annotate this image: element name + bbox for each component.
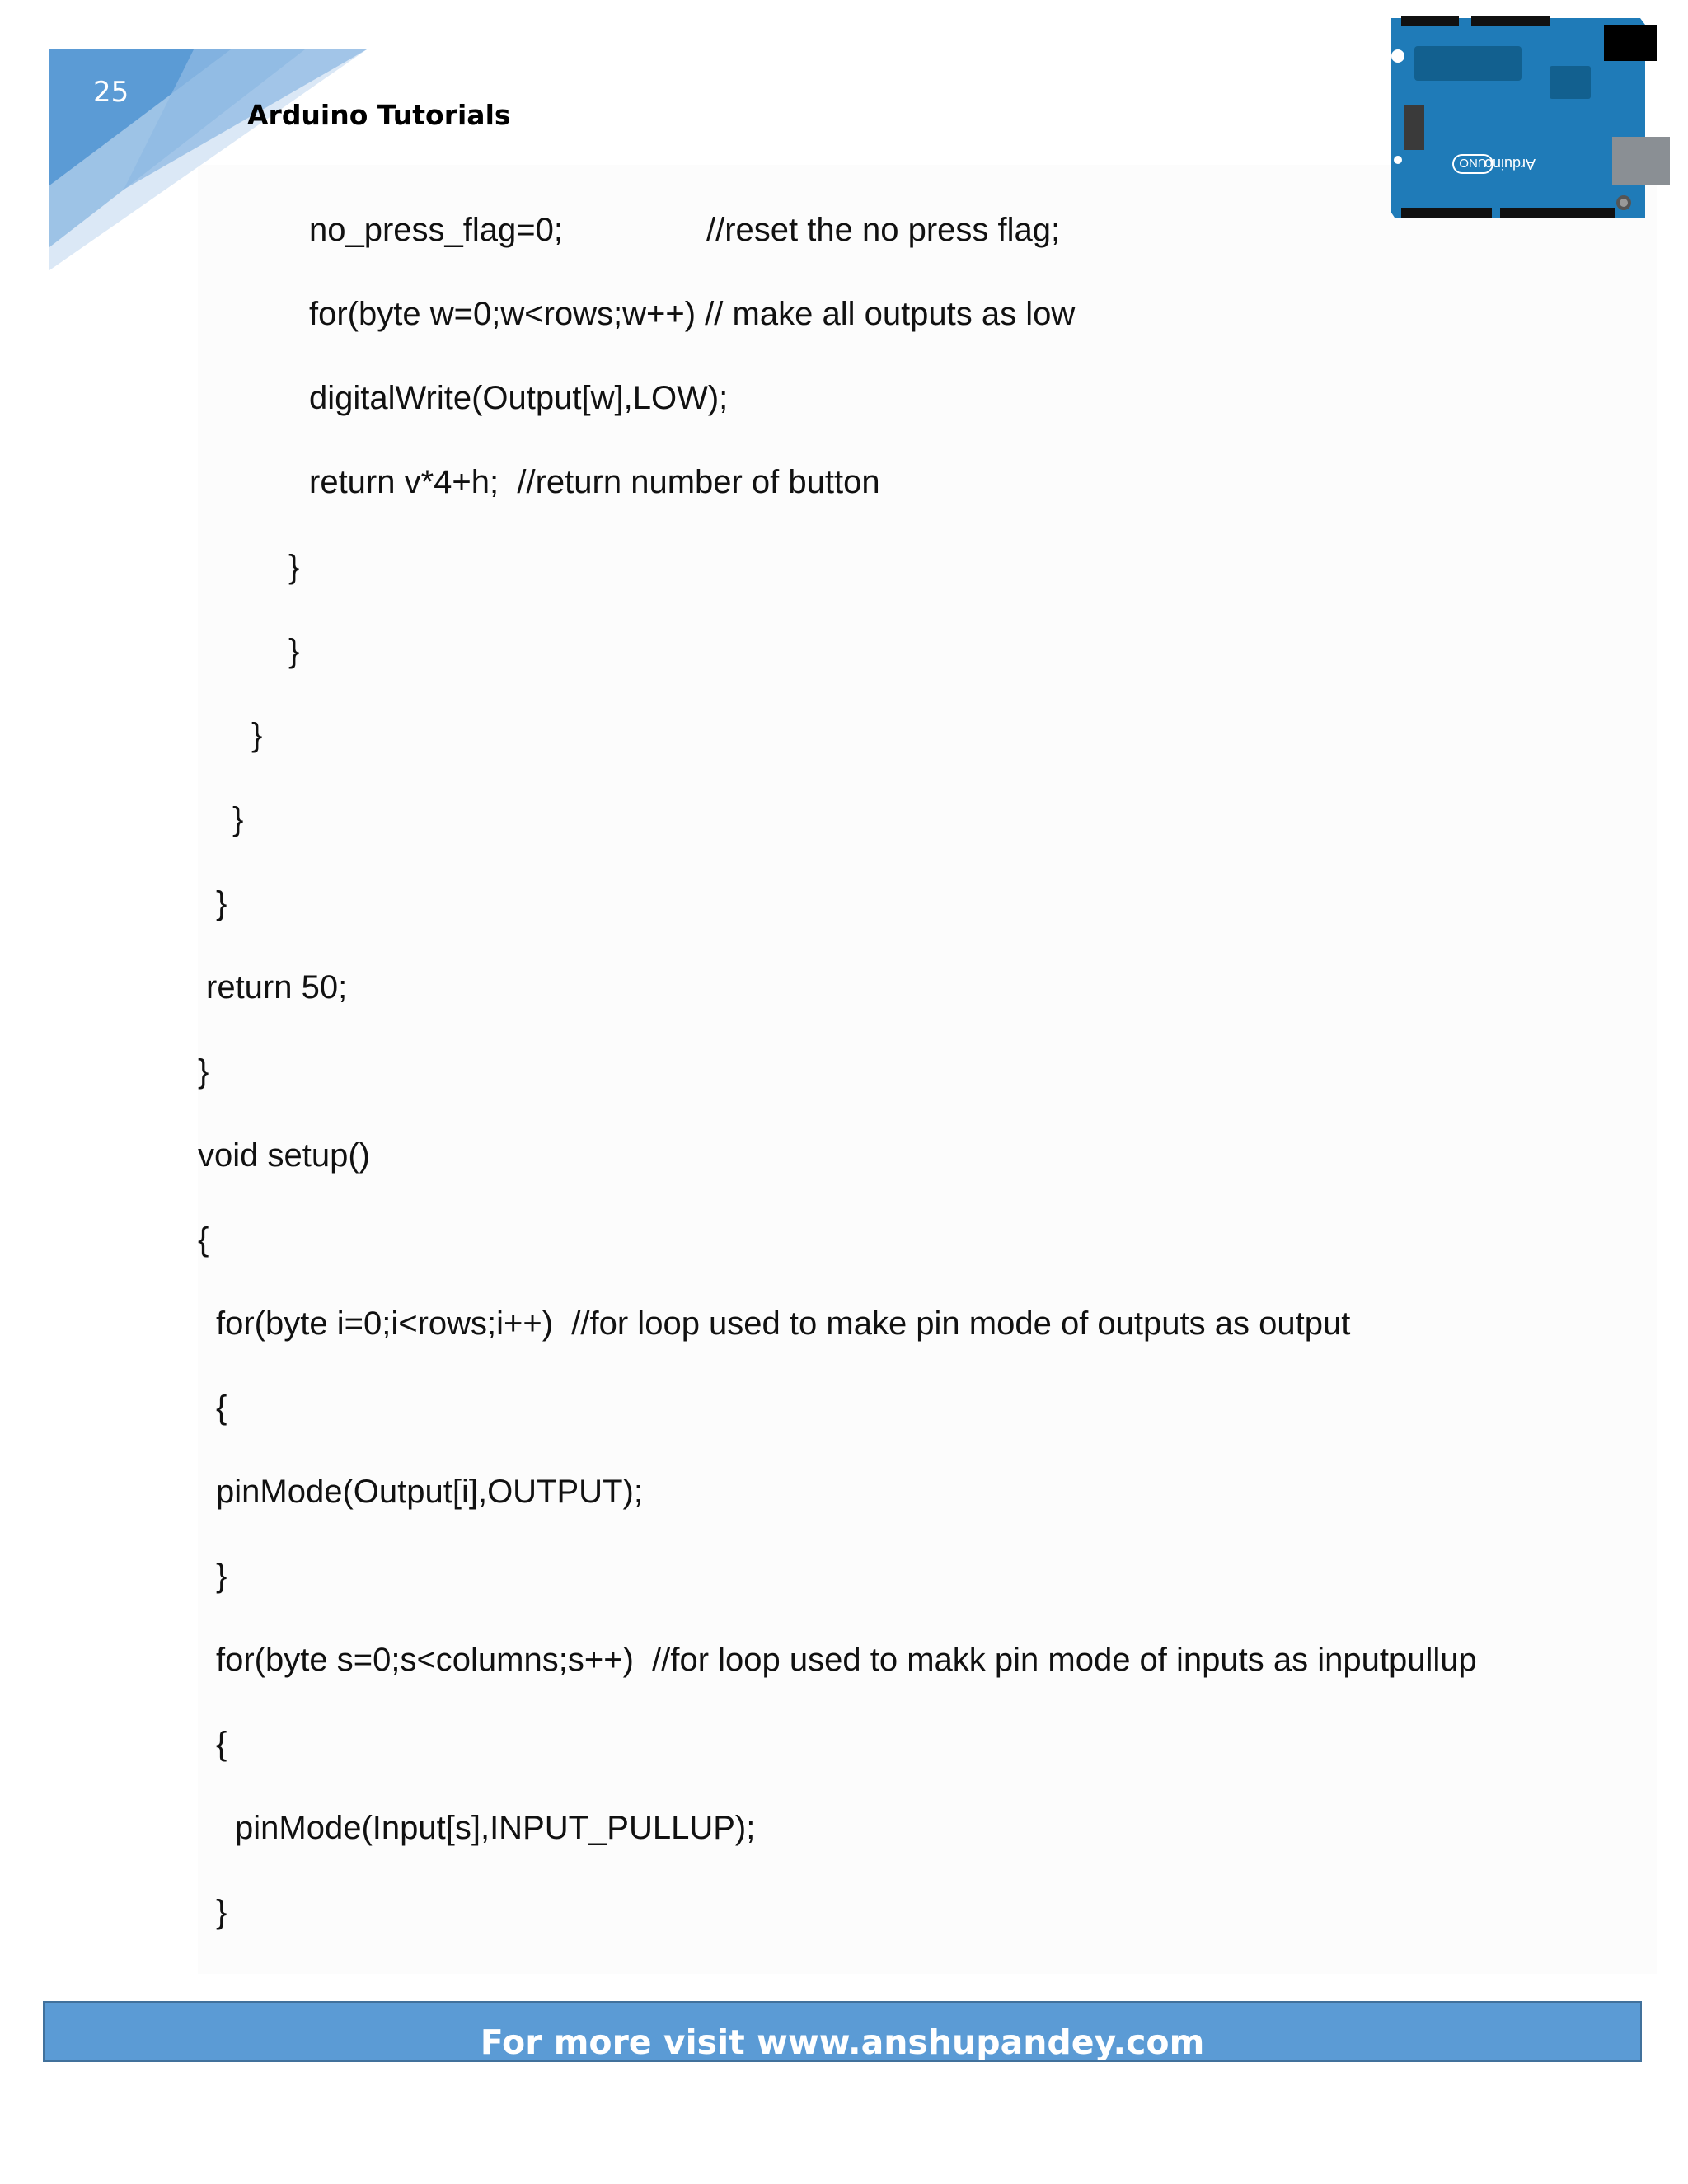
code-comment: //reset the no press flag; bbox=[706, 212, 1061, 248]
code-line: for(byte w=0;w<rows;w++) // make all outputs as low bbox=[309, 296, 1076, 332]
code-line: return 50; bbox=[206, 969, 348, 1005]
code-line: { bbox=[216, 1390, 227, 1426]
code-line: pinMode(Output[i],OUTPUT); bbox=[216, 1474, 643, 1510]
code-line: return v*4+h; //return number of button bbox=[309, 464, 880, 500]
code-line: } bbox=[251, 717, 263, 753]
code-line: } bbox=[288, 633, 300, 669]
code-line: } bbox=[216, 1558, 227, 1594]
code-line: for(byte i=0;i<rows;i++) //for loop used to make pin mode of outputs as output bbox=[216, 1305, 1351, 1342]
code-line: digitalWrite(Output[w],LOW); bbox=[309, 380, 729, 416]
footer-bar bbox=[43, 2001, 1642, 2062]
code-line: { bbox=[216, 1726, 227, 1762]
header-title: Arduino Tutorials bbox=[247, 99, 511, 131]
footer-link[interactable]: For more visit www.anshupandey.com bbox=[480, 2022, 1205, 2062]
code-line: } bbox=[288, 549, 300, 585]
code-line: { bbox=[198, 1221, 209, 1258]
page-number: 25 bbox=[93, 76, 129, 109]
code-line: pinMode(Input[s],INPUT_PULLUP); bbox=[235, 1810, 756, 1846]
code-line: } bbox=[232, 801, 244, 837]
code-line: } bbox=[198, 1053, 209, 1090]
code-background bbox=[198, 165, 1657, 1974]
code-line: void setup() bbox=[198, 1137, 370, 1174]
board-logo-text: Arduino bbox=[1484, 156, 1536, 172]
board-model-text: UNO bbox=[1459, 156, 1487, 170]
code-line: for(byte s=0;s<columns;s++) //for loop used to makk pin mode of inputs as inputpullup bbox=[216, 1642, 1477, 1678]
code-line: no_press_flag=0; bbox=[309, 212, 564, 248]
code-line: } bbox=[216, 1894, 227, 1930]
arduino-uno-board-icon bbox=[1385, 13, 1673, 219]
code-line: } bbox=[216, 885, 227, 921]
